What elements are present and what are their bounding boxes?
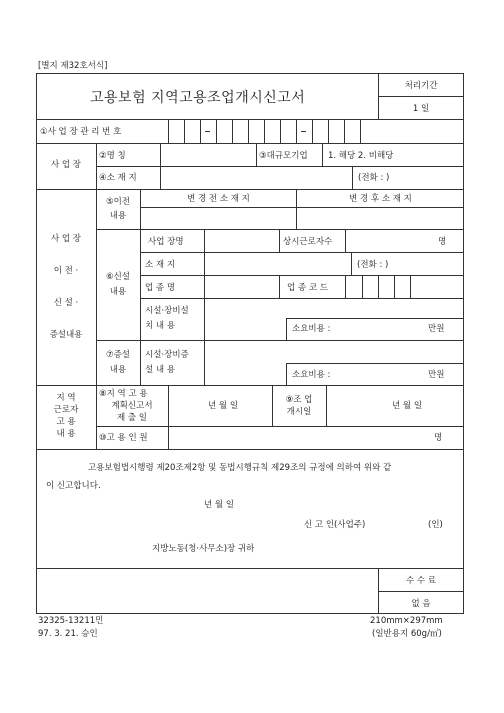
workplace-mgmt-no-label: ①사 업 장 관 리 번 호 xyxy=(40,127,122,137)
regular-workers-label: 상시근로자수 xyxy=(283,237,333,247)
fee-value: 없 음 xyxy=(411,599,431,609)
name-label: ②명 칭 xyxy=(99,151,126,161)
before-address-field[interactable] xyxy=(141,208,295,228)
form-number: [별지 제32호서식] xyxy=(38,61,108,71)
fee-label: 수 수 료 xyxy=(405,576,437,586)
change-section-label-1: 사 업 장 xyxy=(50,234,82,244)
page-title: 고용보험 지역고용조업개시신고서 xyxy=(90,90,306,106)
declaration-date[interactable]: 년 월 일 xyxy=(204,500,235,510)
industry-code-label: 업 종 코 드 xyxy=(287,283,328,293)
new-label-2: 내용 xyxy=(109,287,127,297)
address-field[interactable] xyxy=(161,167,351,188)
biz-name-field[interactable] xyxy=(205,230,278,251)
start-label-1: ⑨조 업 xyxy=(285,395,313,405)
change-section-label-2: 이 전 · xyxy=(53,266,79,276)
after-address-field[interactable] xyxy=(297,208,463,228)
location-phone[interactable]: (전화 : ) xyxy=(357,260,389,270)
before-address-header: 변 경 전 소 재 지 xyxy=(187,194,250,204)
processing-period-label: 처리기간 xyxy=(404,81,438,91)
regional-section-1: 지 역 xyxy=(56,393,76,403)
plan-label-1: ⑧지 역 고 용 xyxy=(99,389,148,399)
hires-field[interactable] xyxy=(169,427,429,448)
paper-spec: (일반용지 60g/㎡) xyxy=(372,629,442,639)
expand-cost-label: 소요비용 : xyxy=(292,370,331,380)
plan-label-3: 제 출 일 xyxy=(116,413,148,423)
biz-name-label: 사업 장명 xyxy=(148,237,184,247)
location-field[interactable] xyxy=(205,253,350,274)
new-label-1: ⑥신설 xyxy=(105,272,131,282)
location-label: 소 재 지 xyxy=(145,260,176,270)
workplace-section-label: 사 업 장 xyxy=(50,160,82,170)
reporter-label: 신 고 인(사업주) xyxy=(304,520,366,530)
processing-period-value: 1 일 xyxy=(412,104,430,114)
regional-section-3: 고 용 xyxy=(56,417,76,427)
change-section-label-4: 증설내용 xyxy=(49,330,83,340)
start-date[interactable]: 년 월 일 xyxy=(392,401,423,411)
large-corp-options[interactable]: 1. 해당 2. 비해당 xyxy=(328,151,394,161)
approval-date: 97. 3. 21. 승인 xyxy=(38,629,98,639)
industry-code-cells[interactable] xyxy=(346,276,464,298)
name-field[interactable] xyxy=(161,144,255,165)
form-code: 32325-13211민 xyxy=(38,616,104,626)
plan-date[interactable]: 년 월 일 xyxy=(208,401,239,411)
facility-label-1: 시설·장비설 xyxy=(145,306,189,316)
hires-unit: 명 xyxy=(434,433,443,443)
start-label-2: 개시일 xyxy=(286,407,312,417)
seal-mark: (인) xyxy=(428,520,443,530)
workplace-phone[interactable]: (전화 : ) xyxy=(358,173,390,183)
plan-label-2: 계획신고서 xyxy=(111,401,153,411)
mgmt-no-cells[interactable] xyxy=(168,119,464,143)
regional-section-4: 내 용 xyxy=(56,429,76,439)
facility-expand-label-1: 시설·장비증 xyxy=(145,350,189,360)
paper-size: 210mm×297mm xyxy=(370,616,443,626)
declaration-line-1: 고용보험법시행령 제20조제2항 및 동법시행규칙 제29조의 규정에 의하여 위와 같 xyxy=(88,463,392,473)
industry-label: 업 종 명 xyxy=(145,283,176,293)
addressee: 지방노동(청·사무소)장 귀하 xyxy=(152,544,255,554)
relocate-label-2: 내용 xyxy=(109,211,127,221)
hires-label: ⑩고 용 인 원 xyxy=(99,433,148,443)
expand-cost-unit: 만원 xyxy=(428,370,445,380)
facility-label-2: 치 내 용 xyxy=(145,321,176,331)
change-section-label-3: 신 설 · xyxy=(53,298,79,308)
facility-expand-label-2: 설 내 용 xyxy=(145,365,176,375)
regular-workers-unit: 명 xyxy=(438,237,447,247)
regional-section-2: 근로자 xyxy=(53,405,79,415)
facility-expand-field[interactable] xyxy=(205,341,463,362)
cost-unit: 만원 xyxy=(428,324,445,334)
expand-label-2: 내용 xyxy=(109,365,127,375)
relocate-label-1: ⑤이전 xyxy=(105,197,131,207)
address-label: ④소 재 지 xyxy=(99,173,137,183)
facility-field[interactable] xyxy=(205,299,463,317)
cost-label: 소요비용 : xyxy=(292,324,331,334)
expand-label-1: ⑦증설 xyxy=(105,350,131,360)
large-corp-label: ③대규모기업 xyxy=(259,151,308,161)
declaration-line-2: 이 신고합니다. xyxy=(46,481,101,491)
after-address-header: 변 경 후 소 재 지 xyxy=(349,194,412,204)
